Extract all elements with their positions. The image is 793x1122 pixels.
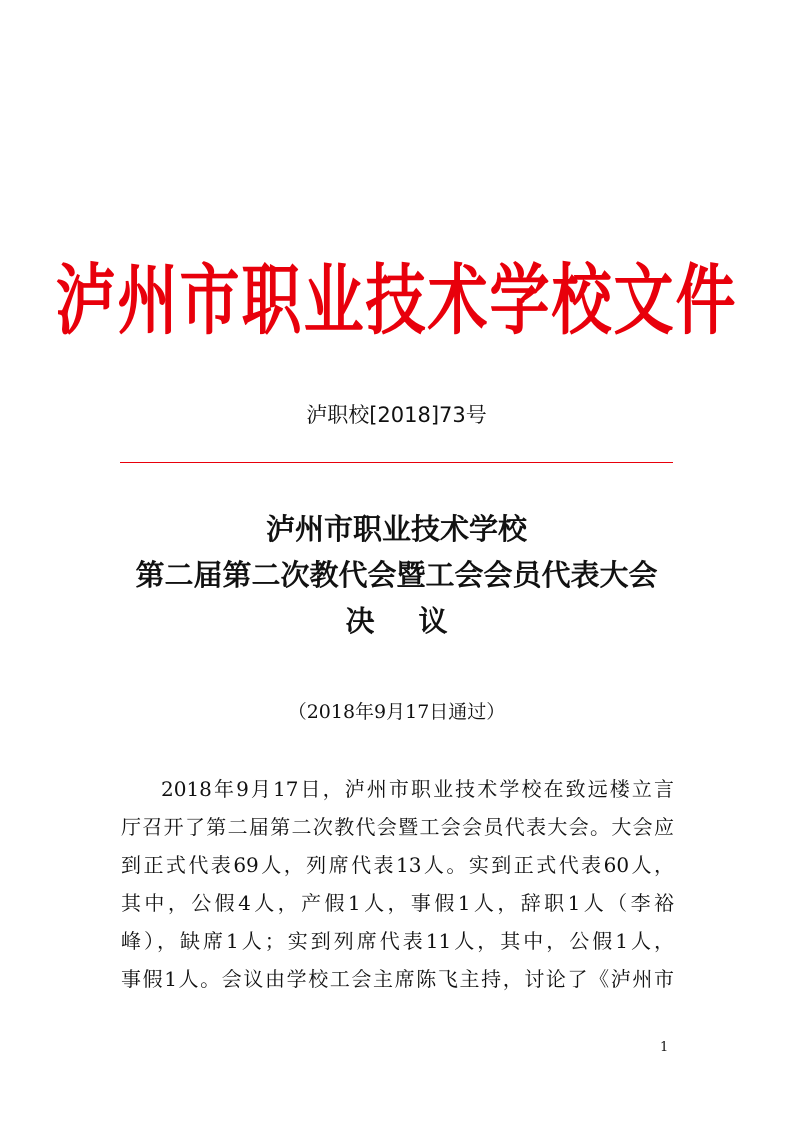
adoption-date-note: （2018年9月17日通过） — [287, 701, 506, 723]
red-letterhead-title: 泸州市职业技术学校文件 — [55, 256, 738, 347]
title-line-congress: 第二届第二次教代会暨工会会员代表大会 — [135, 558, 658, 592]
resolution-title — [0, 506, 793, 644]
body-line: 峰），缺席1人；实到列席代表11人，其中，公假1人， — [121, 929, 674, 953]
body-line: 厅召开了第二届第二次教代会暨工会会员代表大会。大会应 — [121, 815, 674, 839]
page-number: 1 — [660, 1040, 669, 1055]
title-line-resolution: 决议 — [345, 604, 492, 638]
body-line: 其中，公假4人，产假1人，事假1人，辞职1人（李裕 — [121, 891, 674, 915]
red-divider-line — [120, 462, 673, 463]
body-line: 到正式代表69人，列席代表13人。实到正式代表60人， — [121, 853, 674, 877]
body-line: 2018年9月17日，泸州市职业技术学校在致远楼立言 — [161, 777, 674, 801]
title-line-school: 泸州市职业技术学校 — [265, 512, 527, 546]
body-line: 事假1人。会议由学校工会主席陈飞主持，讨论了《泸州市 — [121, 967, 674, 991]
document-number: 泸职校[2018]73号 — [306, 403, 487, 427]
body-paragraph — [121, 770, 674, 998]
